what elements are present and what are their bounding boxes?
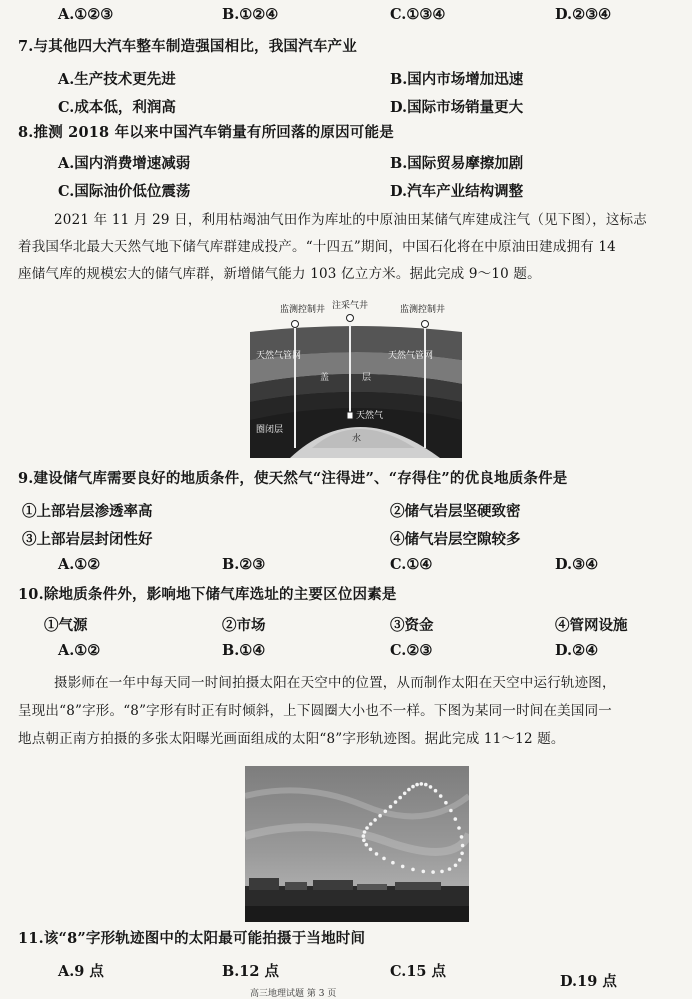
sun-exposure-dot — [375, 852, 379, 856]
sun-exposure-dot — [431, 870, 435, 874]
label-well-center: 注采气井 — [332, 301, 369, 311]
gas-storage-diagram — [250, 298, 462, 458]
sun-exposure-dot — [401, 865, 405, 869]
label-cap-right: 层 — [362, 373, 372, 383]
sun-exposure-dot — [460, 852, 464, 856]
sun-exposure-dot — [365, 843, 369, 847]
q10-item-2: ②市场 — [222, 617, 266, 634]
label-gas-pipe-left: 天然气管网 — [256, 351, 302, 361]
passage1-line-2: 着我国华北最大天然气地下储气库群建成投产。“十四五”期间，中国石化将在中原油田建成拥有 14 — [18, 239, 616, 255]
sun-exposure-dot — [363, 830, 367, 834]
label-natural-gas: 天然气 — [356, 411, 384, 421]
label-sealing-layer: 圈闭层 — [256, 425, 284, 435]
q9-option-d: D.③④ — [555, 556, 599, 573]
sun-exposure-dot — [389, 805, 393, 809]
sun-exposure-dot — [394, 800, 398, 804]
q9-option-b: B.②③ — [222, 556, 266, 573]
q6-option-c: C.①③④ — [390, 6, 446, 23]
analemma-photo — [245, 766, 469, 922]
q10-item-1: ①气源 — [44, 617, 88, 634]
label-well-left: 监测控制井 — [280, 305, 326, 315]
sun-exposure-dot — [369, 822, 373, 826]
q10-item-4: ④管网设施 — [555, 617, 628, 634]
q6-option-a: A.①②③ — [58, 6, 114, 23]
sun-exposure-dot — [424, 783, 428, 787]
sun-exposure-dot — [454, 864, 458, 868]
passage2-line-3: 地点朝正南方拍摄的多张太阳曝光画面组成的太阳“8”字形轨迹图。据此完成 11～12 题。 — [18, 731, 565, 747]
passage2-line-2: 呈现出“8”字形。“8”字形有时正有时倾斜，上下圆圈大小也不一样。下图为某同一时间在美国同一 — [18, 703, 612, 719]
q8-stem: 8.推测 2018 年以来中国汽车销量有所回落的原因可能是 — [18, 124, 394, 141]
page-footer: 高三地理试题 第 3 页 — [250, 989, 337, 999]
passage1-line-1: 2021 年 11 月 29 日，利用枯竭油气田作为库址的中原油田某储气库建成注气（见下图），这标志 — [54, 212, 647, 228]
sun-exposure-dot — [454, 817, 458, 821]
q6-option-d: D.②③④ — [555, 6, 612, 23]
q7-option-d: D.国际市场销量更大 — [390, 99, 524, 116]
q9-item-2: ②储气岩层坚硬致密 — [390, 503, 521, 520]
sun-exposure-dot — [378, 814, 382, 818]
sun-exposure-dot — [449, 809, 453, 813]
q9-item-3: ③上部岩层封闭性好 — [22, 531, 153, 548]
sun-exposure-dot — [422, 870, 426, 874]
sun-exposure-dot — [403, 792, 407, 796]
label-well-right: 监测控制井 — [400, 305, 446, 315]
q9-stem: 9.建设储气库需要良好的地质条件，使天然气“注得进”、“存得住”的优良地质条件是 — [18, 470, 568, 487]
q11-option-b: B.12 点 — [222, 963, 280, 980]
q8-option-d: D.汽车产业结构调整 — [390, 183, 524, 200]
sun-exposure-dot — [382, 857, 386, 861]
q7-stem: 7.与其他四大汽车整车制造强国相比，我国汽车产业 — [18, 38, 357, 55]
q9-item-4: ④储气岩层空隙较多 — [390, 531, 521, 548]
passage1-line-3: 座储气库的规模宏大的储气库群，新增储气能力 103 亿立方米。据此完成 9～10 题。 — [18, 266, 541, 282]
sun-exposure-dot — [362, 839, 366, 843]
q6-option-b: B.①②④ — [222, 6, 279, 23]
sun-exposure-dot — [440, 870, 444, 874]
sun-exposure-dot — [407, 788, 411, 792]
sun-exposure-dot — [398, 796, 402, 800]
q7-option-c: C.成本低，利润高 — [58, 99, 176, 116]
sun-exposure-dot — [448, 867, 452, 871]
q10-item-3: ③资金 — [390, 617, 434, 634]
sun-exposure-dot — [384, 810, 388, 814]
q10-option-b: B.①④ — [222, 642, 266, 659]
sun-exposure-dot — [461, 844, 465, 848]
passage2-line-1: 摄影师在一年中每天同一时间拍摄太阳在天空中的位置，从而制作太阳在天空中运行轨迹图， — [54, 675, 616, 691]
sun-exposure-dot — [411, 785, 415, 789]
sun-exposure-dot — [434, 789, 438, 793]
q11-option-d: D.19 点 — [560, 973, 617, 990]
q10-option-d: D.②④ — [555, 642, 599, 659]
q11-option-c: C.15 点 — [390, 963, 447, 980]
sun-exposure-dot — [439, 794, 443, 798]
sun-exposure-dot — [458, 858, 462, 862]
q10-stem: 10.除地质条件外，影响地下储气库选址的主要区位因素是 — [18, 586, 397, 603]
q10-option-a: A.①② — [58, 642, 101, 659]
sun-exposure-dot — [457, 826, 461, 830]
q8-option-b: B.国际贸易摩擦加剧 — [390, 155, 524, 172]
sun-exposure-dot — [365, 826, 369, 830]
q9-item-1: ①上部岩层渗透率高 — [22, 503, 153, 520]
q9-option-a: A.①② — [58, 556, 101, 573]
q11-stem: 11.该“8”字形轨迹图中的太阳最可能拍摄于当地时间 — [18, 930, 366, 947]
q8-option-c: C.国际油价低位震荡 — [58, 183, 191, 200]
sun-exposure-dot — [373, 818, 377, 822]
q7-option-a: A.生产技术更先进 — [58, 71, 176, 88]
sun-exposure-dot — [391, 861, 395, 865]
sun-exposure-dot — [415, 783, 419, 787]
sun-exposure-dot — [460, 835, 464, 839]
sun-exposure-dot — [411, 868, 415, 872]
q11-option-a: A.9 点 — [58, 963, 104, 980]
label-water: 水 — [352, 434, 362, 444]
sun-exposure-dot — [444, 801, 448, 805]
sun-exposure-dot — [420, 782, 424, 786]
sun-exposure-dot — [369, 848, 373, 852]
q10-option-c: C.②③ — [390, 642, 433, 659]
q8-option-a: A.国内消费增速减弱 — [58, 155, 191, 172]
label-cap-left: 盖 — [320, 373, 330, 383]
sun-exposure-dot — [429, 785, 433, 789]
q7-option-b: B.国内市场增加迅速 — [390, 71, 524, 88]
q9-option-c: C.①④ — [390, 556, 433, 573]
label-gas-pipe-right: 天然气管网 — [388, 351, 434, 361]
sun-exposure-dot — [362, 834, 366, 838]
